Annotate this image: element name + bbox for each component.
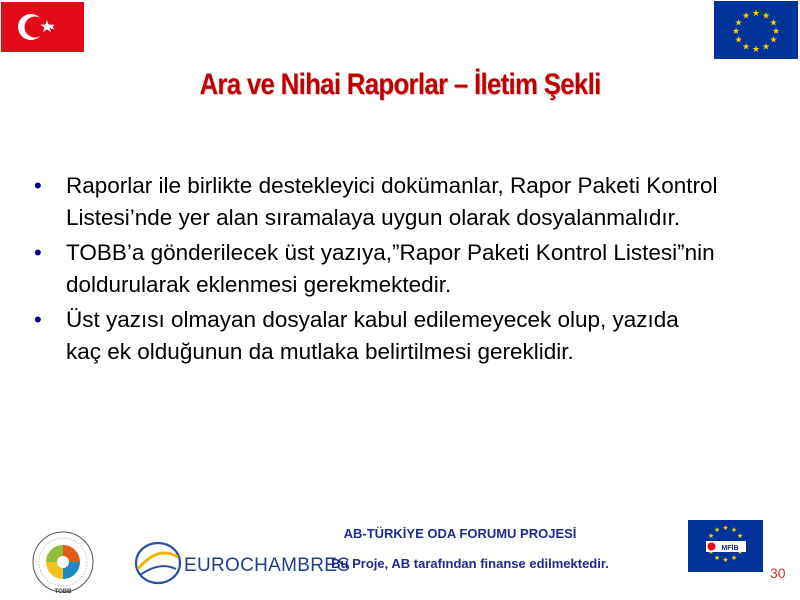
tobb-label: TOBB	[54, 589, 72, 595]
bullet-dot-icon: •	[34, 173, 42, 198]
svg-text:★: ★	[751, 45, 761, 55]
svg-text:★: ★	[722, 524, 729, 532]
bullet-item	[30, 237, 720, 300]
svg-text:★: ★	[734, 18, 743, 29]
svg-text:★: ★	[731, 27, 741, 37]
turkey-flag-icon	[1, 2, 84, 52]
svg-text:★: ★	[736, 532, 744, 540]
project-funding-note: Bu Proje, AB tarafından finanse edilmektedir.	[331, 556, 609, 571]
bullet-text: TOBB’a gönderilecek üst yazıya,”Rapor Paketi Kontrol Listesi”nin doldurularak eklenmesi gerekmektedir.	[66, 240, 715, 297]
project-title: AB-TÜRKİYE ODA FORUMU PROJESİ	[343, 526, 577, 541]
bullet-dot-icon: •	[34, 240, 42, 265]
bullet-list	[30, 170, 720, 371]
svg-text:★: ★	[761, 42, 771, 53]
svg-text:★: ★	[713, 526, 721, 534]
svg-text:★: ★	[707, 532, 715, 540]
bullet-item	[30, 170, 720, 233]
svg-text:★: ★	[713, 554, 721, 562]
svg-text:★: ★	[771, 27, 781, 37]
svg-text:★: ★	[769, 35, 778, 46]
svg-text:★: ★	[730, 554, 738, 562]
tobb-logo	[28, 530, 98, 596]
svg-text:★: ★	[741, 11, 751, 22]
mfib-label: MFİB	[721, 545, 739, 552]
mfib-logo	[688, 520, 763, 572]
bullet-text: Üst yazısı olmayan dosyalar kabul edilemeyecek olup, yazıda kaç ek olduğunun da mutlaka belirtilmesi gereklidir.	[66, 307, 679, 364]
svg-text:★: ★	[734, 35, 743, 46]
svg-text:★: ★	[751, 9, 761, 19]
svg-text:★: ★	[741, 42, 751, 53]
bullet-item	[30, 304, 720, 367]
page-number: 30	[770, 565, 786, 581]
bullet-dot-icon: •	[34, 307, 42, 332]
eurochambres-logo	[132, 537, 351, 589]
bullet-text: Raporlar ile birlikte destekleyici dokümanlar, Rapor Paketi Kontrol Listesi’nde yer alan sıramalaya uygun olarak dosyalanmalıdır.	[66, 173, 718, 230]
svg-text:★: ★	[761, 11, 771, 22]
svg-text:★: ★	[730, 526, 738, 534]
eu-flag-icon	[714, 1, 798, 59]
svg-text:★: ★	[769, 18, 778, 29]
svg-text:★: ★	[722, 556, 729, 564]
eurochambres-label: EUROCHAMBRES	[184, 555, 351, 576]
eurochambres-swirl-icon	[132, 539, 184, 587]
slide-title: Ara ve Nihai Raporlar – İletim Şekli	[199, 68, 601, 101]
